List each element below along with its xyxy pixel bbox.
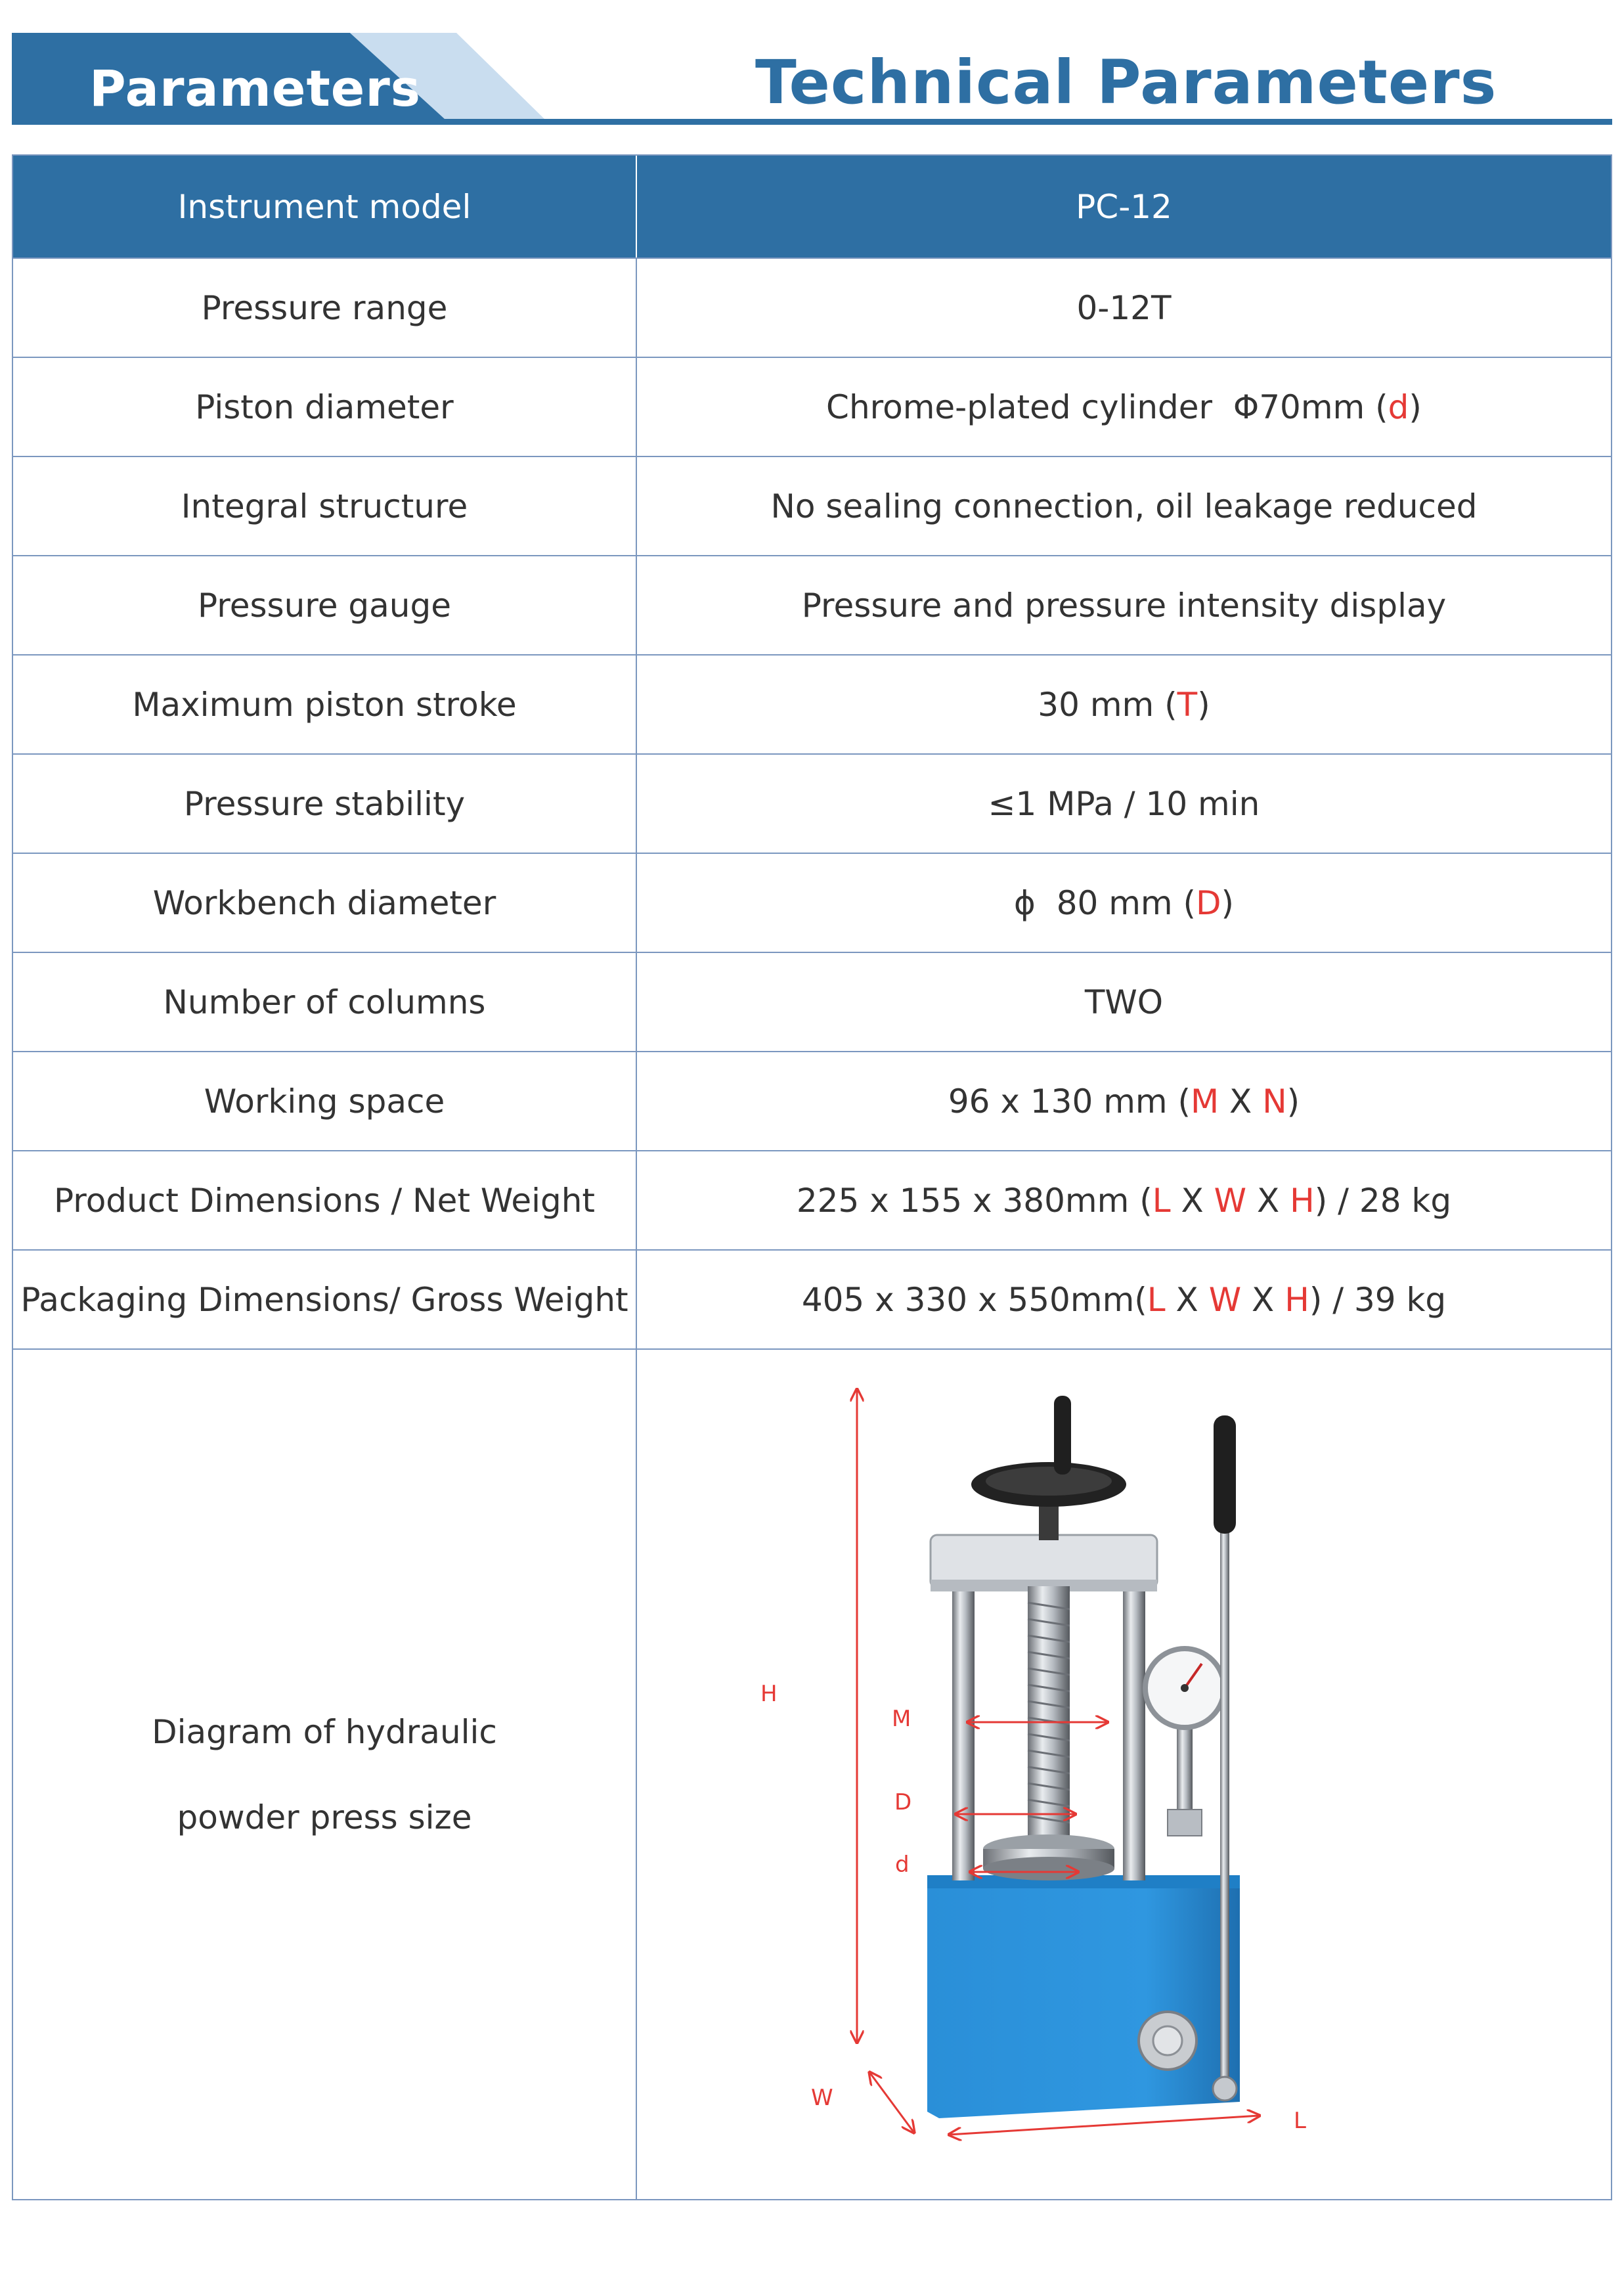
value-text: ) bbox=[1221, 883, 1235, 922]
table-row bbox=[13, 358, 1611, 457]
workbench bbox=[983, 1834, 1114, 1880]
row-label: Workbench diameter bbox=[13, 854, 637, 952]
page-title: Technical Parameters bbox=[755, 47, 1497, 118]
value-text: ) bbox=[1286, 1082, 1300, 1121]
hydraulic-press-diagram bbox=[637, 1350, 1612, 2196]
row-label: Piston diameter bbox=[13, 358, 637, 456]
label-d: d bbox=[895, 1852, 910, 1878]
dimension-code: d bbox=[1388, 388, 1409, 426]
label-M: M bbox=[892, 1706, 911, 1732]
row-label: Working space bbox=[13, 1052, 637, 1150]
table-row bbox=[13, 1251, 1611, 1350]
value-text: 405 x 330 x 550mm( bbox=[801, 1280, 1147, 1319]
value-text: ) bbox=[1409, 388, 1422, 426]
row-value bbox=[637, 1251, 1611, 1348]
dimension-code: L bbox=[1152, 1181, 1171, 1220]
dimension-code: H bbox=[1284, 1280, 1309, 1319]
header-label-cell: Instrument model bbox=[13, 156, 637, 257]
value-text: X bbox=[1241, 1280, 1285, 1319]
dimension-code: M bbox=[1191, 1082, 1219, 1121]
dimension-code: N bbox=[1262, 1082, 1287, 1121]
label-H: H bbox=[760, 1681, 778, 1707]
row-value bbox=[637, 656, 1611, 753]
dimension-code: L bbox=[1147, 1280, 1166, 1319]
row-label: Pressure gauge bbox=[13, 556, 637, 654]
label-L: L bbox=[1294, 2108, 1306, 2134]
diagram-label bbox=[13, 1350, 637, 2199]
value-text: ) bbox=[1197, 685, 1210, 724]
label-W: W bbox=[811, 2085, 833, 2111]
row-value: Pressure and pressure intensity display bbox=[801, 586, 1447, 625]
value-text: 30 mm ( bbox=[1038, 685, 1177, 724]
diagram-row bbox=[13, 1350, 1611, 2199]
left-column bbox=[952, 1591, 975, 1880]
row-value: 0-12T bbox=[1076, 288, 1172, 327]
row-value: No sealing connection, oil leakage reduced bbox=[770, 487, 1478, 525]
dimension-code: T bbox=[1177, 685, 1198, 724]
dimension-code: H bbox=[1290, 1181, 1315, 1220]
value-text: 225 x 155 x 380mm ( bbox=[796, 1181, 1152, 1220]
row-label: Number of columns bbox=[13, 953, 637, 1051]
dimension-code: W bbox=[1214, 1181, 1247, 1220]
value-text: Chrome-plated cylinder Φ70mm ( bbox=[826, 388, 1388, 426]
header-divider bbox=[12, 119, 1612, 125]
lever-grip bbox=[1214, 1415, 1236, 1534]
value-text: 96 x 130 mm ( bbox=[948, 1082, 1191, 1121]
length-arrow bbox=[949, 2116, 1260, 2135]
parameters-table bbox=[12, 154, 1612, 2200]
value-text: ) / 39 kg bbox=[1309, 1280, 1447, 1319]
value-text: ϕ 80 mm ( bbox=[1013, 883, 1196, 922]
press-screw bbox=[1028, 1586, 1070, 1849]
header-tab-label: Parameters bbox=[89, 59, 422, 118]
dimension-code: D bbox=[1196, 883, 1221, 922]
right-column bbox=[1123, 1591, 1145, 1880]
table-row bbox=[13, 656, 1611, 755]
table-row bbox=[13, 755, 1611, 854]
pressure-gauge bbox=[1145, 1649, 1224, 1836]
handwheel-grip bbox=[1054, 1396, 1071, 1475]
row-value: ≤1 MPa / 10 min bbox=[988, 784, 1260, 823]
table-row bbox=[13, 953, 1611, 1052]
table-row bbox=[13, 556, 1611, 656]
press-base bbox=[927, 1875, 1240, 2118]
press-top-plate bbox=[931, 1535, 1157, 1591]
value-text: X bbox=[1219, 1082, 1263, 1121]
row-label: Pressure range bbox=[13, 259, 637, 357]
row-value: TWO bbox=[1084, 983, 1164, 1021]
row-label: Pressure stability bbox=[13, 755, 637, 853]
table-row bbox=[13, 1052, 1611, 1151]
diagram-cell bbox=[637, 1350, 1611, 2199]
value-text: X bbox=[1246, 1181, 1290, 1220]
table-row bbox=[13, 854, 1611, 953]
value-text: X bbox=[1170, 1181, 1214, 1220]
row-value bbox=[637, 854, 1611, 952]
diagram-label-line: Diagram of hydraulic bbox=[152, 1712, 497, 1751]
row-value bbox=[637, 1151, 1611, 1249]
row-label: Packaging Dimensions/ Gross Weight bbox=[13, 1251, 637, 1348]
table-row bbox=[13, 259, 1611, 358]
label-D: D bbox=[894, 1789, 912, 1815]
table-row bbox=[13, 1151, 1611, 1251]
header-value-cell: PC-12 bbox=[1076, 187, 1172, 226]
diagram-label-line: powder press size bbox=[177, 1798, 472, 1836]
table-row bbox=[13, 457, 1611, 556]
table-header-row bbox=[13, 156, 1611, 259]
row-label: Integral structure bbox=[13, 457, 637, 555]
width-arrow bbox=[869, 2072, 914, 2133]
row-value bbox=[637, 1052, 1611, 1150]
dimension-code: W bbox=[1208, 1280, 1242, 1319]
row-value bbox=[637, 358, 1611, 456]
value-text: ) / 28 kg bbox=[1314, 1181, 1452, 1220]
row-label: Maximum piston stroke bbox=[13, 656, 637, 753]
value-text: X bbox=[1165, 1280, 1209, 1319]
row-label: Product Dimensions / Net Weight bbox=[13, 1151, 637, 1249]
handwheel bbox=[971, 1396, 1126, 1540]
